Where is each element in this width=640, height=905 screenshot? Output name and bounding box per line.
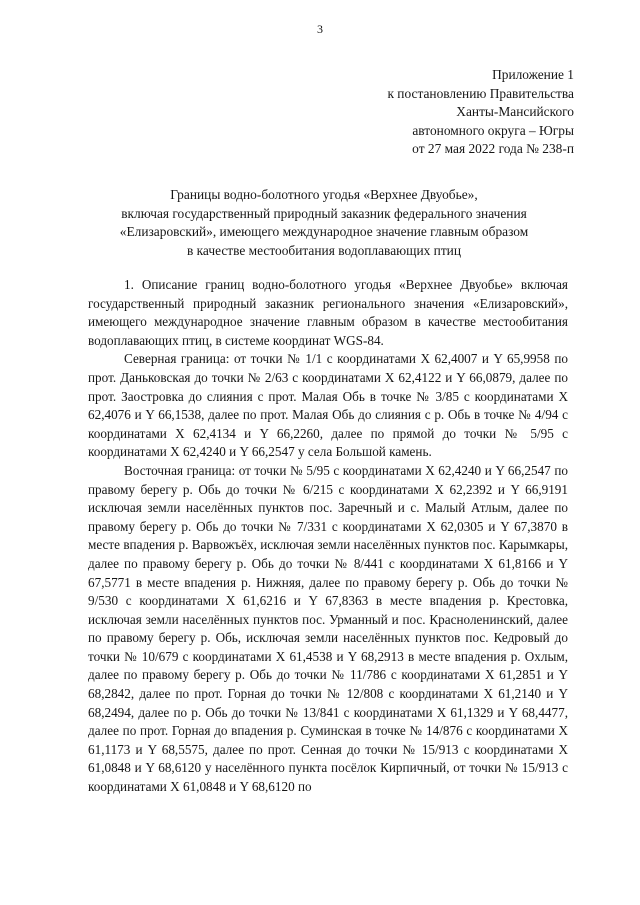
appendix-line: Ханты-Мансийского (456, 104, 574, 120)
appendix-line: от 27 мая 2022 года № 238-п (412, 141, 574, 157)
document-body (88, 276, 568, 797)
paragraph-description: 1. Описание границ водно-болотного угодья «Верхнее Двуобье» включая государственный природный заказник регионального значения «Елизаровский», имеющего международное значение главным образом в качестве местообитания водоплавающих птиц, в системе координат WGS-84. (88, 277, 568, 348)
title-line: в качестве местообитания водоплавающих птиц (186, 242, 462, 258)
title-line: включая государственный природный заказник федерального значения (121, 205, 527, 221)
appendix-line: автономного округа – Югры (412, 122, 574, 138)
appendix-line: Приложение 1 (492, 67, 574, 82)
appendix-header (387, 66, 574, 159)
document-title (74, 186, 574, 260)
page-number: 3 (317, 22, 323, 36)
paragraph-north-boundary: Северная граница: от точки № 1/1 с координатами X 62,4007 и Y 65,9958 по прот. Даньковская до точки № 2/63 с координатами X 62,4122 и Y 66,0879, далее по прот. Заостровка до слияния с прот. Малая Обь в точке № 3/85 с координатами X 62,4076 и Y 66,1538, далее по прот. Малая Обь до слияния с р. Обь в точке № 4/94 с координатами X 62,4134 и Y 66,2260, далее по прямой до точки № 5/95 с координатами X 62,4240 и Y 66,2547 у села Большой камень. (88, 351, 568, 460)
paragraph-east-boundary: Восточная граница: от точки № 5/95 с координатами X 62,4240 и Y 66,2547 по правому берегу р. Обь до точки № 6/215 с координатами X 62,2392 и Y 66,9191 исключая земли населённых пунктов пос. Заречный и с. Малый Атлым, далее по правому берегу р. Обь до точки № 7/331 с координатами X 62,0305 и Y 67,3870 в месте впадения р. Варвожъёх, исключая земли населённых пунктов пос. Карымкары, далее по правому берегу р. Обь до точки № 8/441 с координатами X 61,8166 и Y 67,5771 в месте впадения р. Нижняя, далее по правому берегу р. Обь до точки № 9/530 с координатами X 61,6216 и Y 67,8363 в месте впадения р. Крестовка, исключая земли населённых пунктов пос. Урманный и пос. Красноленинский, далее по правому берегу р. Обь, исключая земли населённых пунктов пос. Кедровый до точки № 10/679 с координатами X 61,4538 и Y 68,2913 в месте впадения р. Охлым, далее по правому берегу р. Обь до точки № 11/786 с координатами X 61,2851 и Y 68,2842, далее по прот. Горная до точки № 12/808 с координатами X 61,2140 и Y 68,2494, далее по р. Обь до точки № 13/841 с координатами X 61,1329 и Y 68,4477, далее по прот. Горная до впадения р. Суминская в точке № 14/876 с координатами X 61,1173 и Y 68,5575, далее по прот. Сенная до точки № 15/913 с координатами X 61,0848 и Y 68,6120 у населённого пункта посёлок Кирпичный, от точки № 15/913 с координатами X 61,0848 и Y 68,6120 по (88, 462, 568, 795)
title-line: Границы водно-болотного угодья «Верхнее Двуобье», (170, 187, 478, 202)
appendix-line: к постановлению Правительства (387, 85, 574, 101)
title-line: «Елизаровский», имеющего международное значение главным образом (119, 224, 529, 240)
